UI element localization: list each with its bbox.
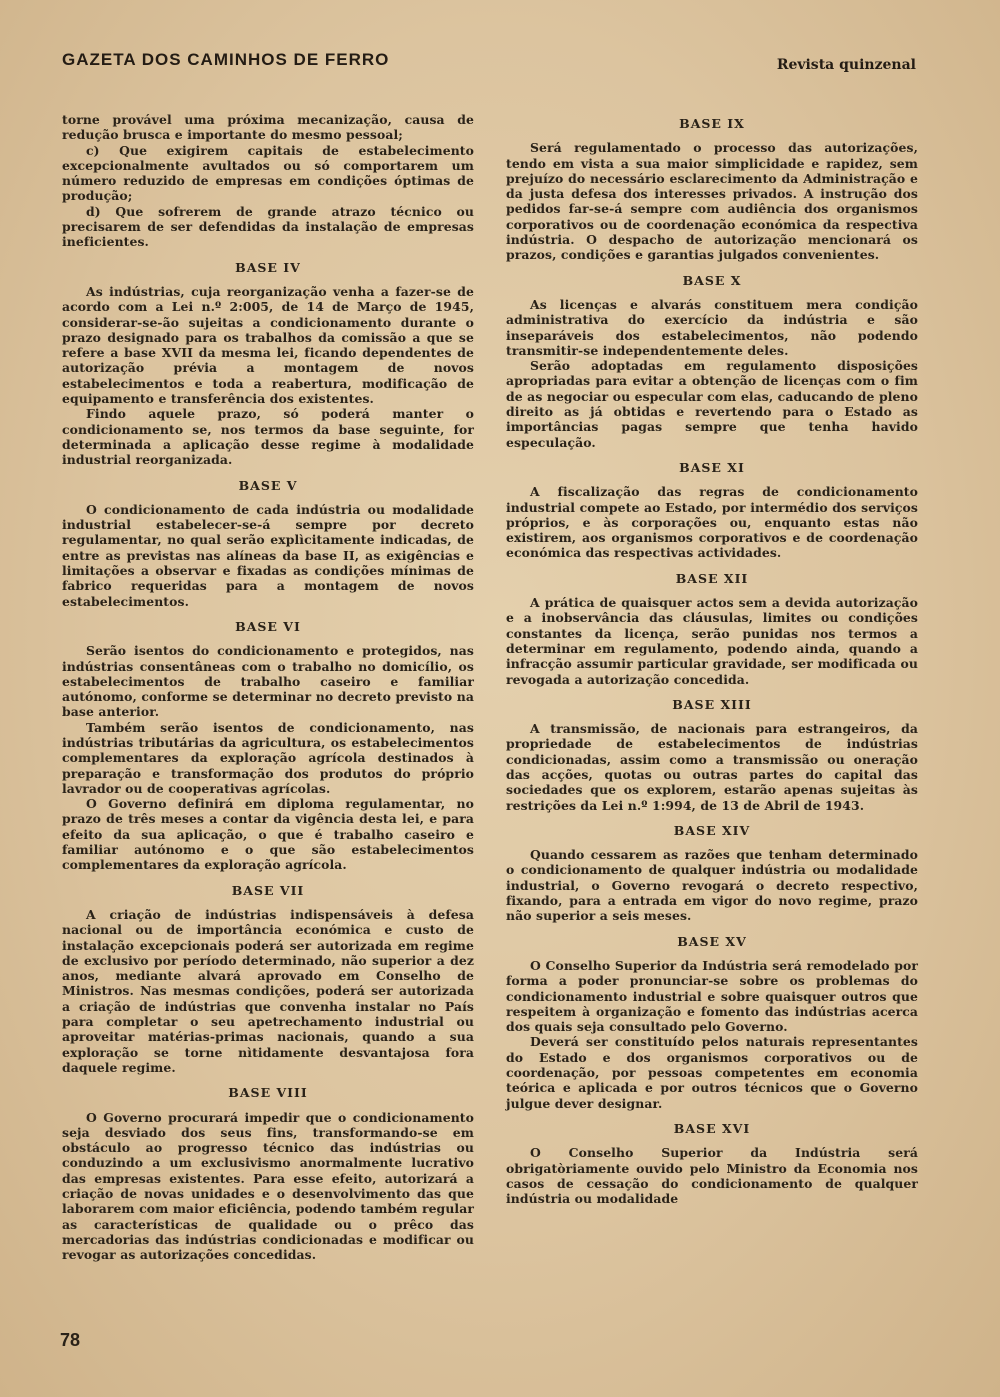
paragraph: Quando cessarem as razões que tenham determinado o condicionamento de qualquer indústria ou modalidade industrial, o Governo revogará o decreto respectivo, fixando, para a entrada em vigor do novo regime, prazo não superior a seis meses. bbox=[506, 847, 918, 924]
paragraph: A criação de indústrias indispensáveis à defesa nacional ou de importância económica e custo de instalação excepcionais poderá ser autorizada em regime de exclusivo por período determinado, não superior a dez anos, mediante alvará aprovado em Conselho de Ministros. Nas mesmas condições, poderá ser autorizada a criação de indústrias que convenha instalar no País para completar o seu apetrechamento industrial ou aproveitar matérias-primas nacionais, quando a sua exploração se torne nìtidamente desvantajosa fora daquele regime. bbox=[62, 906, 474, 1075]
paragraph: Serão adoptadas em regulamento disposições apropriadas para evitar a obtenção de licenças com o fim de as negociar ou especular com elas, caducando de pleno direito as já obtidas e revertendo para o Estado as importâncias pagas sempre que tenha havido especulação. bbox=[506, 358, 918, 450]
paragraph: O Conselho Superior da Indústria será obrigatòriamente ouvido pelo Ministro da Economia nos casos de cessação do condicionamento de qualquer indústria ou modalidade bbox=[506, 1145, 918, 1207]
section-heading: BASE XII bbox=[675, 570, 749, 586]
paragraph: c) Que exigirem capitais de estabelecimento excepcionalmente avultados ou só comportarem um número reduzido de empresas em condições óptimas de produção; bbox=[62, 142, 474, 204]
section-heading: BASE IV bbox=[235, 259, 301, 275]
section-heading: BASE V bbox=[238, 477, 298, 493]
journal-subtitle: Revista quinzenal bbox=[776, 57, 916, 73]
paragraph: Serão isentos do condicionamento e protegidos, nas indústrias consentâneas com o trabalho no domicílio, os estabelecimentos de trabalho caseiro e familiar autónomo, conforme se determinar no decreto previsto na base anterior. bbox=[62, 643, 474, 720]
paragraph: O Governo definirá em diploma regulamentar, no prazo de três meses a contar da vigência desta lei, e para efeito da sua aplicação, o que é trabalho caseiro e familiar autónomo e o que são estabelecimentos complementares da exploração agrícola. bbox=[62, 796, 474, 873]
section-heading: BASE XIV bbox=[673, 822, 751, 838]
section-heading: BASE VIII bbox=[228, 1085, 308, 1101]
paragraph: Também serão isentos de condicionamento, nas indústrias tributárias da agricultura, os estabelecimentos complementares da exploração agrícola destinados à preparação e transformação dos produtos do próprio lavrador ou de cooperativas agrícolas. bbox=[62, 719, 474, 796]
paragraph: Será regulamentado o processo das autorizações, tendo em vista a sua maior simplicidade e rapidez, sem prejuízo do necessário esclarecimento da Administração e da justa defesa dos interesses privados. A instrução dos pedidos far-se-á sempre com audiência dos organismos corporativos ou de coordenação económica da respectiva indústria. O despacho de autorização mencionará os prazos, condições e garantias julgados convenientes. bbox=[506, 140, 918, 263]
paragraph: O condicionamento de cada indústria ou modalidade industrial estabelecer-se-á sempre por decreto regulamentar, no qual serão explìcitamente indicadas, de entre as previstas nas alíneas da base II, as exigências e limitações a observar e fixadas as condições mínimas de fabrico requeridas para a montagem de novos estabelecimentos. bbox=[62, 501, 474, 609]
section-heading: BASE X bbox=[682, 272, 742, 288]
section-heading: BASE XV bbox=[677, 933, 747, 949]
paragraph: Deverá ser constituído pelos naturais representantes do Estado e dos organismos corporativos ou de coordenação, por pessoas competentes em economia teórica e aplicada e por outros técnicos que o Governo julgue dever designar. bbox=[506, 1034, 918, 1111]
paragraph: d) Que sofrerem de grande atrazo técnico ou precisarem de ser defendidas da instalação de empresas ineficientes. bbox=[62, 203, 474, 250]
left-column bbox=[62, 112, 474, 1262]
paragraph: Findo aquele prazo, só poderá manter o condicionamento se, nos termos da base seguinte, for determinada a aplicação desse regime à modalidade industrial reorganizada. bbox=[62, 406, 474, 468]
paragraph: As licenças e alvarás constituem mera condição administrativa do exercício da indústria e são inseparáveis dos estabelecimentos, não podendo transmitir-se independentemente deles. bbox=[506, 296, 918, 358]
section-heading: BASE XIII bbox=[672, 696, 752, 712]
paragraph: As indústrias, cuja reorganização venha a fazer-se de acordo com a Lei n.º 2:005, de 14 de Março de 1945, considerar-se-ão sujeitas a condicionamento durante o prazo designado para os trabalhos da comissão a que se refere a base XVII da mesma lei, ficando dependentes de autorização prévia a montagem de novos estabelecimentos e toda a reabertura, modificação de equipamento e transferência dos existentes. bbox=[62, 283, 474, 407]
paragraph: A transmissão, de nacionais para estrangeiros, da propriedade de estabelecimentos de indústrias condicionadas, assim como a transmissão ou oneração das acções, quotas ou outras partes do capital das sociedades que os explorem, estarão apenas sujeitas às restrições da Lei n.º 1:994, de 13 de Abril de 1943. bbox=[506, 721, 918, 813]
section-heading: BASE IX bbox=[679, 116, 745, 131]
section-heading: BASE VII bbox=[231, 882, 305, 898]
section-heading: BASE VI bbox=[235, 618, 301, 634]
paragraph: torne provável uma próxima mecanização, causa de redução brusca e importante do mesmo pessoal; bbox=[62, 112, 474, 143]
paragraph: A fiscalização das regras de condicionamento industrial compete ao Estado, por intermédio dos serviços próprios, e às corporações ou, enquanto estas não existirem, aos organismos corporativos e de coordenação económica das respectivas actividades. bbox=[506, 484, 918, 561]
section-heading: BASE XI bbox=[679, 459, 745, 475]
paragraph: O Conselho Superior da Indústria será remodelado por forma a poder pronunciar-se sobre os problemas do condicionamento industrial e sobre quaisquer outros que respeitem à organização e fomento das indústrias acerca dos quais seja consultado pelo Governo. bbox=[506, 957, 918, 1035]
paragraph: A prática de quaisquer actos sem a devida autorização e a inobservância das cláusulas, limites ou condições constantes da licença, serão punidas nos termos a determinar em regulamento, podendo ainda, quando a infracção assumir particular gravidade, ser modificada ou revogada a autorização concedida. bbox=[506, 595, 918, 687]
section-heading: BASE XVI bbox=[673, 1120, 751, 1136]
right-column bbox=[506, 116, 918, 1206]
paragraph: O Governo procurará impedir que o condicionamento seja desviado dos seus fins, transformando-se em obstáculo ao progresso técnico das indústrias ou conduzindo a um exclusivismo anormalmente lucrativo das empresas existentes. Para esse efeito, autorizará a criação de novas unidades e o desenvolvimento das que laborarem com maior eficiência, podendo também regular as características de qualidade ou o prêco das mercadorias das indústrias condicionadas e modificar ou revogar as autorizações concedidas. bbox=[62, 1109, 474, 1263]
journal-title: GAZETA DOS CAMINHOS DE FERRO bbox=[62, 50, 390, 69]
page-number: 78 bbox=[60, 1330, 81, 1350]
